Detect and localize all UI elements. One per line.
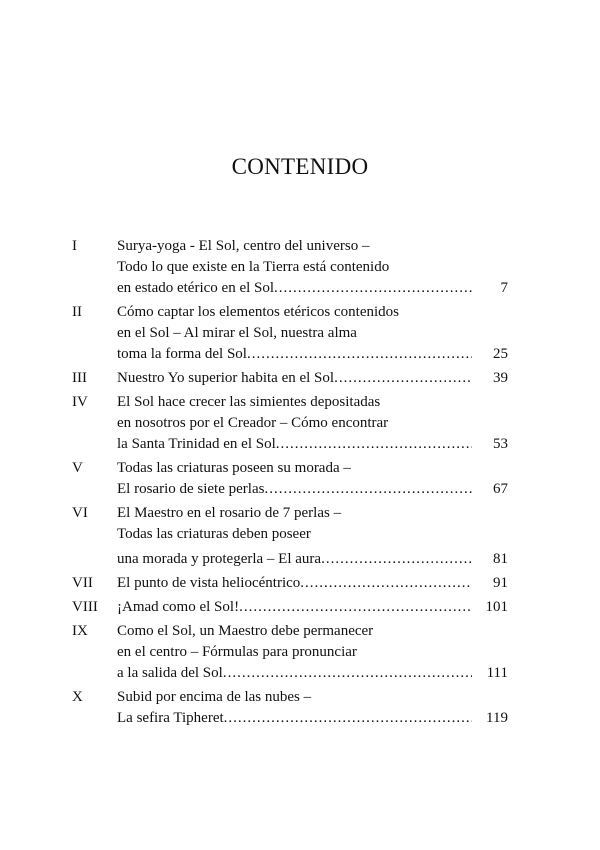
- dot-leader: [334, 368, 472, 389]
- chapter-title-block: [117, 392, 508, 455]
- chapter-title-line: toma la forma del Sol: [117, 346, 247, 362]
- chapter-numeral: VIII: [72, 599, 98, 615]
- chapter-title-line: Todas las criaturas poseen su morada –: [117, 460, 351, 476]
- chapter-title-block: [117, 368, 508, 389]
- chapter-title-line: en estado etérico en el Sol: [117, 280, 275, 296]
- page-number: 101: [485, 599, 508, 615]
- toc-entry: [72, 597, 508, 618]
- toc-entry: [72, 392, 508, 455]
- dot-leader: [224, 708, 472, 729]
- toc-entry: [72, 236, 508, 299]
- chapter-title-last-line: [117, 344, 508, 365]
- chapter-title-block: [117, 503, 508, 570]
- page-number: 91: [493, 575, 508, 591]
- toc-entry: [72, 621, 508, 684]
- toc-entry: [72, 302, 508, 365]
- chapter-numeral: X: [72, 689, 83, 705]
- dot-leader: [321, 549, 472, 570]
- chapter-numeral: II: [72, 304, 82, 320]
- chapter-title-block: [117, 573, 508, 594]
- page-number: 7: [500, 280, 508, 296]
- chapter-title-last-line: [117, 278, 508, 299]
- chapter-title-last-line: [117, 368, 508, 389]
- chapter-title-line: El rosario de siete perlas: [117, 481, 265, 497]
- chapter-title-line: una morada y protegerla – El aura: [117, 551, 322, 567]
- chapter-title-line: La sefira Tipheret: [117, 710, 224, 726]
- chapter-title-line: ¡Amad como el Sol!: [117, 599, 240, 615]
- toc-entry: [72, 503, 508, 570]
- chapter-title-line: la Santa Trinidad en el Sol: [117, 436, 276, 452]
- chapter-numeral: I: [72, 238, 77, 254]
- chapter-title-line: El Maestro en el rosario de 7 perlas –: [117, 505, 342, 521]
- chapter-title-block: [117, 458, 508, 500]
- chapter-title-block: [117, 302, 508, 365]
- chapter-numeral: VI: [72, 505, 88, 521]
- dot-leader: [276, 434, 472, 455]
- chapter-title-last-line: [117, 573, 508, 594]
- dot-leader: [264, 479, 472, 500]
- chapter-numeral: V: [72, 460, 83, 476]
- page-number: 119: [486, 710, 508, 726]
- chapter-title-line: Subid por encima de las nubes –: [117, 689, 312, 705]
- chapter-title-block: [117, 687, 508, 729]
- chapter-title-last-line: [117, 479, 508, 500]
- dot-leader: [223, 663, 472, 684]
- chapter-title-block: [117, 597, 508, 618]
- chapter-title-line: en nosotros por el Creador – Cómo encontrar: [117, 415, 389, 431]
- dot-leader: [247, 344, 472, 365]
- chapter-title-line: Todo lo que existe en la Tierra está contenido: [117, 259, 390, 275]
- chapter-title-line: El Sol hace crecer las simientes depositadas: [117, 394, 381, 410]
- chapter-numeral: VII: [72, 575, 93, 591]
- toc-entry: [72, 573, 508, 594]
- chapter-title-line: Todas las criaturas deben poseer: [117, 526, 311, 542]
- table-of-contents: [72, 236, 508, 729]
- chapter-title-last-line: [117, 597, 508, 618]
- page-title: CONTENIDO: [231, 154, 369, 179]
- chapter-numeral: IX: [72, 623, 88, 639]
- dot-leader: [239, 597, 472, 618]
- chapter-title-line: a la salida del Sol: [117, 665, 223, 681]
- chapter-numeral: IV: [72, 394, 88, 410]
- chapter-title-last-line: [117, 708, 508, 729]
- page-number: 53: [493, 436, 508, 452]
- chapter-title-block: [117, 236, 508, 299]
- chapter-title-last-line: [117, 549, 508, 570]
- chapter-title-block: [117, 621, 508, 684]
- page-number: 67: [493, 481, 508, 497]
- page-number: 111: [486, 665, 508, 681]
- toc-entry: [72, 458, 508, 500]
- dot-leader: [274, 278, 472, 299]
- chapter-title-line: Cómo captar los elementos etéricos contenidos: [117, 304, 400, 320]
- chapter-title-line: El punto de vista heliocéntrico: [117, 575, 301, 591]
- chapter-numeral: III: [72, 370, 87, 386]
- chapter-title-line: en el Sol – Al mirar el Sol, nuestra alma: [117, 325, 357, 341]
- toc-entry: [72, 368, 508, 389]
- page-number: 39: [493, 370, 508, 386]
- chapter-title-last-line: [117, 434, 508, 455]
- chapter-title-last-line: [117, 663, 508, 684]
- chapter-title-line: Surya-yoga - El Sol, centro del universo –: [117, 238, 370, 254]
- chapter-title-line: Nuestro Yo superior habita en el Sol: [117, 370, 335, 386]
- page-number: 81: [493, 551, 508, 567]
- chapter-title-line: en el centro – Fórmulas para pronunciar: [117, 644, 357, 660]
- page-number: 25: [493, 346, 508, 362]
- dot-leader: [300, 573, 472, 594]
- chapter-title-line: Como el Sol, un Maestro debe permanecer: [117, 623, 374, 639]
- toc-entry: [72, 687, 508, 729]
